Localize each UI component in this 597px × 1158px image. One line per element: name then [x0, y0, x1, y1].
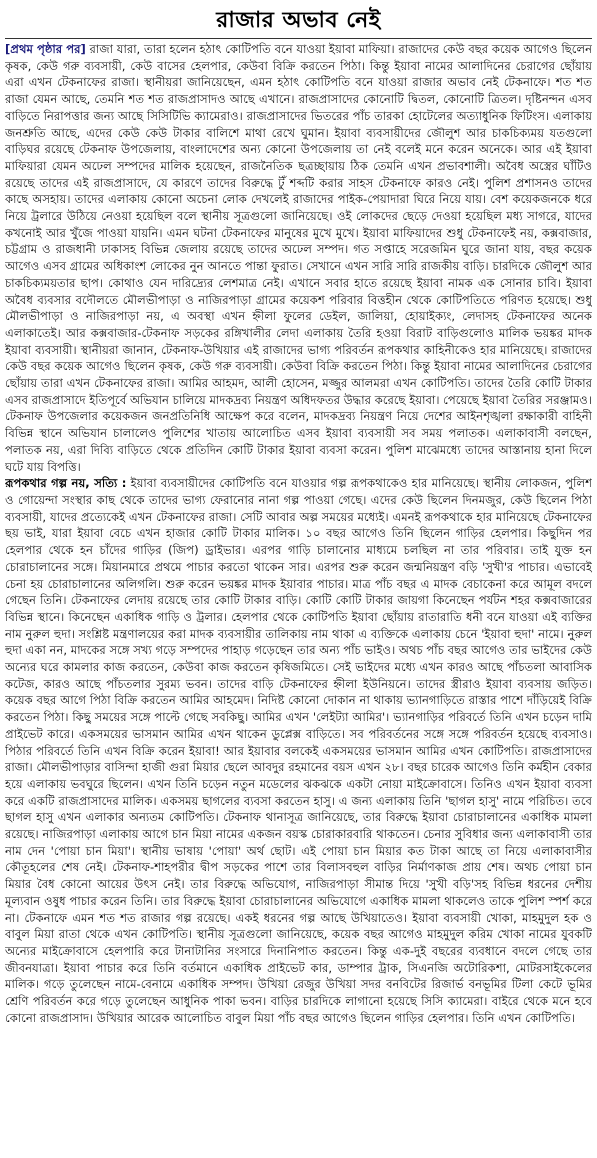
continuation-marker: [প্রথম পৃষ্ঠার পর]	[5, 42, 86, 56]
headline: রাজার অভাব নেই	[216, 7, 381, 33]
article-body	[5, 41, 592, 1026]
article-paragraph-1	[5, 41, 592, 475]
paragraph-text: রাজা যারা, তারা হলেন হঠাৎ কোটিপতি বনে যাওয়া ইয়াবা মাফিয়া। রাজাদের কেউ বছর কয়েক আগেও ছিলেন কৃষক, কেউ গরু ব্যবসায়ী, কেউ বাসের হেলপার, কেউবা বিক্রি করতেন পিঠা। কিন্তু ইয়াবা নামের আলাদিনের চেরাগের ছোঁয়ায় এরা এখন টেকনাফের রাজা। স্থানীয়রা জানিয়েছেন, এমন হঠাৎ কোটিপতি বনে যাওয়া রাজার অভাব নেই টেকনাফে। শত শত রাজা যেমন আছে, তেমনি শত শত রাজপ্রাসাদও আছে এখানে। রাজপ্রাসাদের কোনোটি দ্বিতল, কোনোটি ত্রিতল। দৃষ্টিনন্দন এসব বাড়িতে নিরাপত্তার জন্য আছে সিসিটিভি ক্যামেরাও। রাজপ্রাসাদের ভিতরের পাঁচ তারকা হোটেলের অত্যাধুনিক ফিটিংস। এলাকায় জনশ্রুতি আছে, এদের কেউ কেউ টাকার বালিশে মাথা রেখে ঘুমান। ইয়াবা ব্যবসায়ীদের জৌলুশ আর চাকচিক্যময় যতগুলো বাড়িঘর রয়েছে টেকনাফ উপজেলায়, বাংলাদেশের অন্য কোনো উপজেলায় তা নেই বলেই মনে করেন অনেকে। আর এই ইয়াবা মাফিয়ারা যেমন অঢেল সম্পদের মালিক হয়েছেন, রাজনৈতিক ছত্রচ্ছায়ায় ঠিক তেমনি এখন প্রভাবশালী। অবৈধ অস্ত্রের ঘাঁটিও রয়েছে তাদের এই রাজপ্রাসাদে, যে কারণে তাদের বিরুদ্ধে টুঁ শব্দটি করার সাহস টেকনাফে কারও নেই। পুলিশ প্রশাসনও তাদের কাছে অসহায়। তাদের এলাকায় কোনো অচেনা লোক দেখলেই রাজাদের পাইক-পেয়াদারা ঘিরে নিয়ে যায়। বেশ কয়েকজনকে ধরে নিয়ে ট্রলারে উঠিয়ে নেওয়া হয়েছিল বলে স্থানীয় সূত্রগুলো জানিয়েছে। ওই লোকদের ছেড়ে দেওয়া হয়েছিল মধ্য সাগরে, যাদের কখনোই আর খুঁজে পাওয়া যায়নি। এমন ঘটনা টেকনাফের মানুষের মুখে মুখে। ইয়াবা মাফিয়াদের শুধু টেকনাফেই নয়, কক্সবাজার, চট্টগ্রাম ও রাজধানী ঢাকাসহ বিভিন্ন জেলায় রয়েছে তাদের অঢেল সম্পদ। গত সপ্তাহে সরেজমিন ঘুরে জানা যায়, বছর কয়েক আগেও এসব গ্রামের অধিকাংশ লোকের নুন আনতে পান্তা ফুরাত। সেখানে এখন সারি সারি রাজকীয় বাড়ি। চারদিকে জৌলুশ আর চাকচিক্যময়তার ছাপ। কোথাও যেন দারিদ্র্যের লেশমাত্র নেই। এখানে সবার হাতে রয়েছে ইয়াবা নামক এক সোনার চাবি। ইয়াবা অবৈধ ব্যবসার বদৌলতে মৌলভীপাড়া ও নাজিরপাড়া গ্রামের কয়েকশ পরিবার বিত্তহীন থেকে কোটিপতিতে পরিণত হয়েছে। শুধু মৌলভীপাড়া ও নাজিরপাড়া নয়, এ অবস্থা এখন হ্নীলা ফুলের ডেইল, জালিয়া, হোয়াইক্যং, লেদাসহ টেকনাফের অনেক এলাকাতেই। আর কক্সবাজার-টেকনাফ সড়কের রঙ্গিখালীর লেদা এলাকায় তৈরি হওয়া বিরাট বাড়িগুলোও মালিক ভয়ঙ্কর মাদক ইয়াবা ব্যবসায়ী। স্থানীয়রা জানান, টেকনাফ-উখিয়ার এই রাজাদের ভাগ্য পরিবর্তন রূপকথার কাহিনীকেও হার মানিয়েছে। রাজাদের কেউ বছর কয়েক আগেও ছিলেন কৃষক, কেউ গরু ব্যবসায়ী। কেউবা বিক্রি করতেন পিঠা। কিন্তু ইয়াবা নামের আলাদিনের চেরাগের ছোঁয়ায় তারা এখন টেকনাফের রাজা। আমির আহমদ, আলী হোসেন, মজ্জুর আলমরা এখন কোটিপতি। তাদের তৈরি কোটি টাকার এসব রাজপ্রাসাদে ইতিপূর্বে অভিযান চালিয়ে মাদকদ্রব্য নিয়ন্ত্রণ অধিদফতর উদ্ধার করেছে ইয়াবা। পেয়েছে ইয়াবা তৈরির সরঞ্জামও। টেকনাফ উপজেলার কয়েকজন জনপ্রতিনিধি আক্ষেপ করে বলেন, মাদকদ্রব্য নিয়ন্ত্রণ নিয়ে দেশের আইনশৃঙ্খলা রক্ষাকারী বাহিনী বিভিন্ন স্থানে অভিযান চালালেও পুলিশের খাতায় আলোচিত এসব ইয়াবা ব্যবসায়ী সব সময় পলাতক। এলাকাবাসী বলছেন, পলাতক নয়, এরা দিব্যি বাড়িতে থেকে প্রতিদিন কোটি টাকার ইয়াবা ব্যবসা করেন। পুলিশ মাঝেমধ্যে তাদের আস্তানায় হানা দিলে ঘটে যায় বিপত্তি।	[5, 42, 592, 474]
headline-container	[5, 6, 592, 36]
article-paragraph-2	[5, 475, 592, 1026]
headline-rule	[5, 38, 592, 39]
subheading-lead: রূপকথার গল্প নয়, সত্যি :	[5, 476, 127, 491]
paragraph-text: ইয়াবা ব্যবসায়ীদের কোটিপতি বনে যাওয়ার গল্প রূপকথাকেও হার মানিয়েছে। স্থানীয় লোকজন, পুলিশ ও গোয়েন্দা সংস্থার কাছ থেকে তাদের ভাগ্য ফেরানোর নানা গল্প পাওয়া গেছে। এদের কেউ ছিলেন দিনমজুর, কেউ ছিলেন পিঠা ব্যবসায়ী, যাদের প্রত্যেকেই এখন টেকনাফের রাজা। সেটি আবার অল্প সময়ের মধ্যেই। এমনই রূপকথাকে হার মানিয়েছে টেকনাফের ছয় ভাই, যারা ইয়াবা বেচে এখন হাজার কোটি টাকার মালিক। ১০ বছর আগেও তিনি ছিলেন গাড়ির হেলপার। কিছুদিন পর হেলপার থেকে হন চাঁদের গাড়ির (জিপ) ড্রাইভার। এরপর গাড়ি চালানোর মাধ্যমে চলছিল না তার পরিবার। তাই যুক্ত হন চোরাচালানের সঙ্গে। মিয়ানমারে প্রথমে পাচার করতো থাকেন সার। এরপর শুরু করেন জন্মনিয়ন্ত্রণ বড়ি 'সুখী'র পাচার। এভাবেই চেনা হয় চোরাচালানের অলিগলি। শুরু করেন ভয়ঙ্কর মাদক ইয়াবার পাচার। মাত্র পাঁচ বছর এ মাদক বেচাকেনা করে আমূল বদলে গেছেন তিনি। টেকনাফের লেদায় রয়েছে তার কোটি টাকার বাড়ি। কোটি কোটি টাকার জায়গা কিনেছেন পর্যটন শহর কক্সবাজারের বিভিন্ন স্থানে। কিনেছেন একাধিক গাড়ি ও ট্রলার। হেলপার থেকে কোটিপতি ইয়াবা ছোঁয়ায় রাতারাতি ধনী বনে যাওয়া এই ব্যক্তির নাম নুরুল হুদা। সংশ্লিষ্ট মন্ত্রণালয়ের করা মাদক ব্যবসায়ীর তালিকায় নাম থাকা এ ব্যক্তিকে এলাকায় চেনে 'ইয়াবা হুদা' নামে। নুরুল হুদা একা নন, মাদকের সঙ্গে সখ্য গড়ে সম্পদের পাহাড় গড়েছেন তার অন্য পাঁচ ভাইও। অথচ পাঁচ বছর আগেও তার ভাইদের কেউ অন্যের ঘরে কামলার কাজ করতেন, কেউবা কাজ করতেন কৃষিজমিতে। সেই ভাইদের মধ্যে এখন কারও আছে পাঁচতলা আবাসিক কটেজ, কারও আছে পাঁচতলার সুরম্য ভবন। তাদের বাড়ি টেকনাফের হ্নীলা ইউনিয়নে। তাদের স্ত্রীরাও ইয়াবা ব্যবসায় জড়িত। কয়েক বছর আগে পিঠা বিক্রি করতেন আমির আহমেদ। নিদিষ্ট কোনো দোকান না থাকায় ভ্যানগাড়িতে রাস্তার পাশে দাঁড়িয়েই বিক্রি করতেন পিঠা। কিছু সময়ের সঙ্গে পাল্টে গেছে সবকিছু। আমির এখন 'লেইট্যা আমির'। ভ্যানগাড়ির পরিবর্তে তিনি এখন চড়েন দামি প্রাইভেট কারে। একসময়ের ভাসমান আমির এখন থাকেন ডুপ্লেক্স বাড়িতে। সব পরিবর্তনের সঙ্গে সঙ্গে পরিবর্তন হয়েছে ব্যবসাও। পিঠার পরিবর্তে তিনি এখন বিক্রি করেন ইয়াবা! আর ইয়াবার বলকেই একসময়ের ভাসমান আমির এখন কোটিপতি। রাজপ্রাসাদের রাজা। মৌলভীপাড়ার বাসিন্দা হাজী গুরা মিয়ার ছেলে আবদুর রহমানের বয়স এখন ২৮। বছর চারেক আগেও তিনি কর্মহীন বেকার হয়ে এলাকায় ভবঘুরে ছিলেন। এখন তিনি চড়েন নতুন মডেলের ঝকঝকে একটা নোয়া মাইক্রোবাসে। তিনিও এখন ইয়াবা ব্যবসা করে একটি রাজপ্রাসাদের মালিক। একসময় ছাগলের ব্যবসা করতেন হাসু। এ জন্য এলাকায় তিনি 'ছাগল হাসু' নামে পরিচিত। তবে ছাগল হাসু এখন এলাকার অন্যতম কোটিপতি। টেকনাফ থানাসূত্র জানিয়েছে, তার বিরুদ্ধে ইয়াবা চোরাচালানের একাধিক মামলা রয়েছে। নাজিরপাড়া এলাকায় আগে চান মিয়া নামের একজন বয়স্ক চোরাকারবারি থাকতেন। চেনার সুবিধার জন্য এলাকাবাসী তার নাম দেন 'পোয়া চান মিয়া'। স্থানীয় ভাষায় 'পোয়া' অর্থ ছোট। এই পোয়া চান মিয়ার কত টাকা আছে তা নিয়ে এলাকাবাসীর কৌতূহলের শেষ নেই। টেকনাফ-শাহপরীর দ্বীপ সড়কের পাশে তার বিলাসবহুল বাড়ির নির্মাণকাজ প্রায় শেষ। অথচ পোয়া চান মিয়ার বৈধ কোনো আয়ের উৎস নেই। তার বিরুদ্ধে অভিযোগ, নাজিরপাড়া সীমান্ত দিয়ে 'সুখী বড়ি'সহ বিভিন্ন ধরনের দেশীয় মূল্যবান ওষুধ পাচার করেন তিনি। তার বিরুদ্ধে ইয়াবা চোরাচালানের অভিযোগে একাধিক মামলা থাকলেও তাকে পুলিশ স্পর্শ করে না। টেকনাফে এমন শত শত রাজার গল্প রয়েছে। একই ধরনের গল্প আছে উখিয়াতেও। ইয়াবা ব্যবসায়ী খোকা, মাহমুদুল হক ও বাবুল মিয়া রাতা থেকে এখন কোটিপতি। স্থানীয় সূত্রগুলো জানিয়েছে, কয়েক বছর আগেও মাহমুদুল করিম খোকা নামের যুবকটি অন্যের মাইক্রোবাসে হেলপারি করে টানাটানির সংসারে দিনানিপাত করতেন। কিন্তু এক-দুই বছরের ব্যবধানে বদলে গেছে তার জীবনযাত্রা। ইয়াবা পাচার করে তিনি বর্তমানে একাধিক প্রাইভেট কার, ডাম্পার ট্রাক, সিএনজি অটোরিকশা, মোটরসাইকেলের মালিক। গড়ে তুলেছেন নামে-বেনামে একাধিক সম্পদ। উখিয়া রেজুর উখিয়া সদর বনবিটের রিজার্ভ বনভূমির টিলা কেটে ভূমির শ্রেণি পরিবর্তন করে গড়ে তুলেছেন আধুনিক পাকা ভবন। বাড়ির চারদিকে লাগানো হয়েছে সিসি ক্যামেরা। বাইরে থেকে মনে হবে কোনো রাজপ্রাসাদ। উখিয়ার আরেক আলোচিত বাবুল মিয়া পাঁচ বছর আগেও ছিলেন গাড়ির হেলপার। তিনি এখন কোটিপতি।	[5, 476, 592, 1025]
